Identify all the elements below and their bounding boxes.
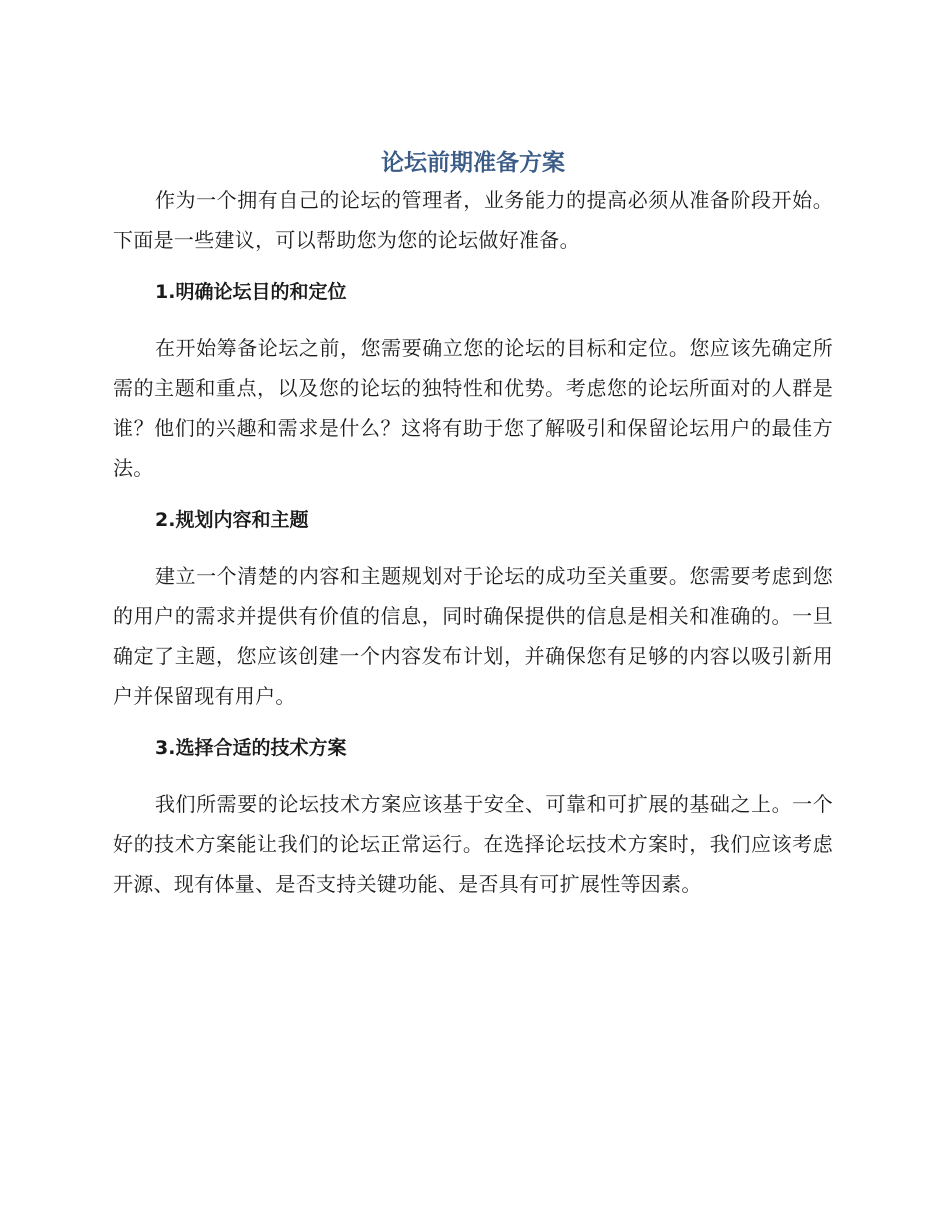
document-title: 论坛前期准备方案 <box>381 150 565 176</box>
section-heading-1: 1.明确论坛目的和定位 <box>155 281 347 303</box>
section-heading-2: 2.规划内容和主题 <box>155 509 309 531</box>
intro-paragraph: 作为一个拥有自己的论坛的管理者，业务能力的提高必须从准备阶段开始。下面是一些建议，可以帮助您为您的论坛做好准备。 <box>113 188 833 252</box>
section-body-2: 建立一个清楚的内容和主题规划对于论坛的成功至关重要。您需要考虑到您的用户的需求并提供有价值的信息，同时确保提供的信息是相关和准确的。一旦确定了主题，您应该创建一个内容发布计划，并确保您有足够的内容以吸引新用户并保留现有用户。 <box>113 564 833 708</box>
section-body-3: 我们所需要的论坛技术方案应该基于安全、可靠和可扩展的基础之上。一个好的技术方案能让我们的论坛正常运行。在选择论坛技术方案时，我们应该考虑开源、现有体量、是否支持关键功能、是否具有可扩展性等因素。 <box>113 792 833 896</box>
section-body-1: 在开始筹备论坛之前，您需要确立您的论坛的目标和定位。您应该先确定所需的主题和重点，以及您的论坛的独特性和优势。考虑您的论坛所面对的人群是谁？他们的兴趣和需求是什么？这将有助于您了解吸引和保留论坛用户的最佳方法。 <box>113 336 833 480</box>
section-heading-3: 3.选择合适的技术方案 <box>155 737 347 759</box>
document-content <box>113 146 833 904</box>
